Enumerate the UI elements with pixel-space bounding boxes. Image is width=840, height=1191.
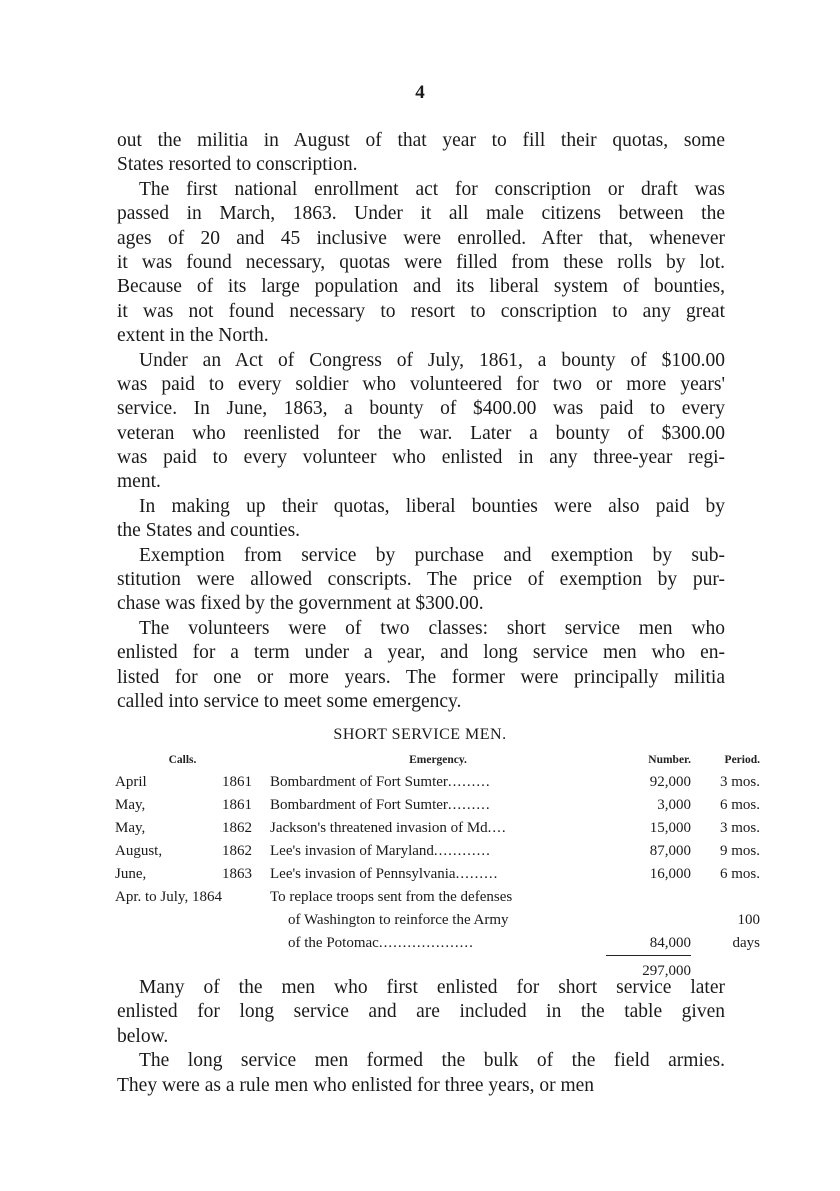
emergency-text: To replace troops sent from the defenses [270,889,513,905]
leader-dots: .... [487,820,507,836]
call-year: 1861 [222,797,252,813]
call-year: 1863 [222,866,252,882]
text-line: Many of the men who first enlisted for short service later [139,977,725,998]
text-line: Under an Act of Congress of July, 1861, a bounty of $100.00 [139,349,725,371]
text-line: the States and counties. [117,520,301,542]
text-line: passed in March, 1863. Under it all male citizens between the [117,203,725,225]
text-line: States resorted to conscription. [117,154,358,176]
emergency [270,886,606,909]
empty-cell [115,909,270,932]
emergency-text: of Washington to reinforce the Army [288,912,509,928]
text-line: out the militia in August of that year to fill their quotas, some [117,130,725,151]
table-row [115,932,760,956]
header-number: Number. [648,754,691,766]
call-month: May, [115,820,146,836]
text-line: In making up their quotas, liberal bounties were also paid by [139,495,725,517]
text-line: The volunteers were of two classes: short service men who [139,617,725,639]
header-period: Period. [724,754,760,766]
emergency [270,932,606,956]
text-line: The long service men formed the bulk of the field armies. [139,1050,725,1072]
emergency-text: Jackson's threatened invasion of Md [270,820,488,836]
text-line: extent in the North. [117,325,269,347]
period: 9 mos. [719,843,760,859]
emergency-text: Bombardment of Fort Sumter [270,797,448,813]
emergency [270,909,606,932]
body-text-top [117,129,725,714]
emergency-text: Lee's invasion of Pennsylvania [270,866,456,882]
table-row [115,771,760,794]
table-title: SHORT SERVICE MEN. [333,726,507,743]
text-line: called into service to meet some emergency. [117,690,462,712]
text-line: listed for one or more years. The former were principally militia [117,666,725,688]
text-line: service. In June, 1863, a bounty of $400.00 was paid to every [117,398,725,420]
total-number: 297,000 [606,956,691,984]
period: 3 mos. [719,820,760,836]
paragraph [117,976,725,1049]
number: 15,000 [649,820,691,836]
number: 87,000 [649,843,691,859]
table-row [115,863,760,886]
call-month: April [115,774,147,790]
call-month: August, [115,843,163,859]
text-line: veteran who reenlisted for the war. Later a bounty of $300.00 [117,422,725,444]
leader-dots: .................... [378,935,474,952]
emergency [270,863,606,886]
period: 100 [737,912,760,928]
page-number: 4 [415,82,425,103]
paragraph [117,617,725,715]
text-line: below. [117,1025,169,1047]
short-service-table [115,749,760,983]
paragraph [117,544,725,617]
text-line: stitution were allowed conscripts. The price of exemption by pur- [117,569,725,591]
call-year: 1861 [222,774,252,790]
period: 6 mos. [719,866,760,882]
number: 84,000 [649,935,691,951]
period: days [732,935,760,952]
emergency-text: of the Potomac [288,935,379,952]
text-line: chase was fixed by the government at $300.00. [117,593,484,615]
emergency [270,840,606,863]
paragraph [117,495,725,544]
number: 16,000 [649,866,691,882]
text-line: Exemption from service by purchase and exemption by sub- [139,544,725,566]
emergency [270,817,606,840]
number [606,909,691,932]
text-line: enlisted for a term under a year, and long service men who en- [117,642,725,664]
table-header-row [115,749,760,771]
text-line: it was found necessary, quotas were filled from these rolls by lot. [117,251,725,273]
text-line: They were as a rule men who enlisted for three years, or men [117,1074,595,1096]
call-year: 1862 [222,843,252,859]
header-calls: Calls. [168,754,197,766]
call-year: 1862 [222,820,252,836]
emergency-text: Bombardment of Fort Sumter [270,774,448,790]
text-line: The first national enrollment act for conscription or draft was [139,178,725,200]
leader-dots: ......... [447,797,491,813]
period: 3 mos. [719,774,760,790]
text-line: Because of its large population and its liberal system of bounties, [117,276,725,298]
leader-dots: ......... [455,866,499,882]
paragraph [117,1049,725,1098]
paragraph [117,178,725,349]
paragraph [117,349,725,495]
call-dates: Apr. to July, 1864 [115,889,222,905]
text-line: enlisted for long service and are included in the table given [117,1001,725,1023]
emergency [270,771,606,794]
number: 3,000 [657,797,691,813]
call-month: June, [115,866,147,882]
empty-cell [115,932,270,956]
number: 92,000 [649,774,691,790]
table-row [115,794,760,817]
period [691,886,760,909]
leader-dots: ......... [447,774,491,790]
text-line: was paid to every soldier who volunteered for two or more years' [117,373,725,395]
period: 6 mos. [719,797,760,813]
header-emergency: Emergency. [409,754,467,766]
emergency [270,794,606,817]
text-line: ment. [117,471,161,493]
emergency-text: Lee's invasion of Maryland [270,843,434,859]
text-line: ages of 20 and 45 inclusive were enrolled. After that, whenever [117,227,725,249]
leader-dots: ............ [433,843,491,859]
table-row [115,840,760,863]
table-row [115,886,760,909]
table-row [115,909,760,932]
call-month: May, [115,797,146,813]
paragraph [117,129,725,178]
table-row [115,817,760,840]
text-line: it was not found necessary to resort to conscription to any great [117,300,725,322]
text-line: was paid to every volunteer who enlisted in any three-year regi- [117,447,725,469]
body-text-bottom [117,976,725,1098]
number [606,886,691,909]
